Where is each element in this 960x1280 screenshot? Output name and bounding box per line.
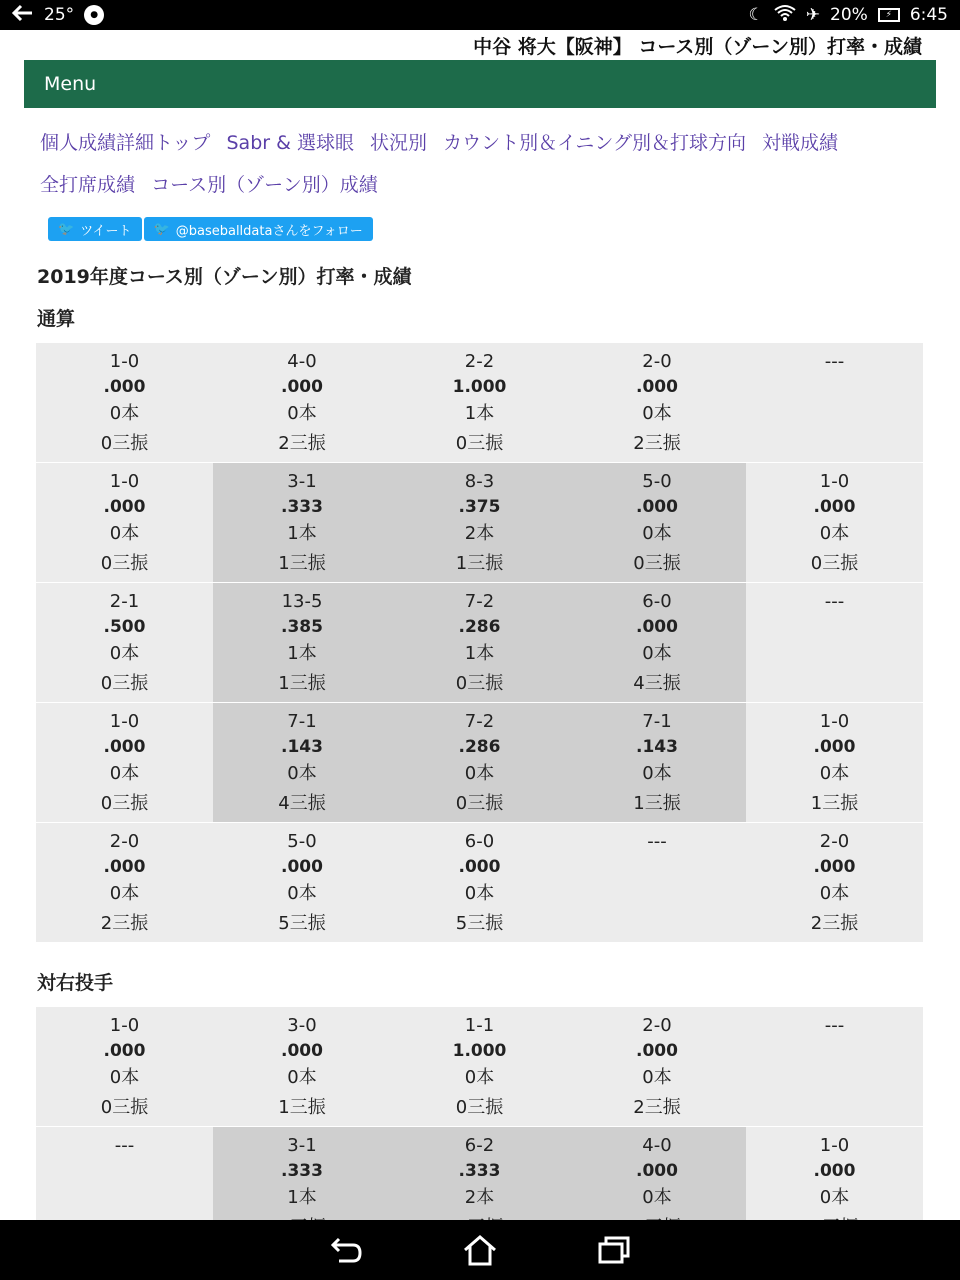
zone-at-bats: 4-0 — [287, 351, 317, 372]
zone-cell — [213, 463, 391, 583]
zone-strikeouts: 0三振 — [100, 793, 149, 814]
zone-cell — [36, 583, 213, 703]
zone-home-runs: 0本 — [642, 643, 672, 664]
year-heading: 2019年度コース別（ゾーン別）打率・成績 — [37, 266, 412, 288]
zone-home-runs: 1本 — [287, 643, 317, 664]
zone-home-runs: 1本 — [464, 643, 495, 664]
zone-cell — [213, 823, 391, 943]
zone-strikeouts: 0三振 — [455, 1097, 504, 1118]
zone-strikeouts: 4三振 — [278, 793, 326, 814]
zone-at-bats: 2-0 — [642, 1015, 672, 1036]
zone-average: .000 — [103, 497, 146, 517]
zone-average: 1.000 — [452, 377, 507, 397]
zone-average: .333 — [458, 1161, 501, 1181]
zone-at-bats: 3-1 — [287, 1135, 317, 1156]
zone-home-runs: 0本 — [819, 883, 850, 904]
zone-average: .000 — [281, 377, 323, 397]
zone-cell — [568, 823, 746, 943]
zone-strikeouts: 0三振 — [100, 433, 149, 454]
zone-home-runs: 0本 — [464, 883, 495, 904]
zone-grid-vs-right — [36, 1007, 923, 1247]
zone-cell — [391, 1007, 568, 1127]
zone-home-runs: 0本 — [464, 1067, 495, 1088]
zone-cell — [213, 343, 391, 463]
zone-average: .000 — [636, 497, 678, 517]
zone-home-runs: 0本 — [109, 643, 140, 664]
zone-cell — [568, 1007, 746, 1127]
zone-cell — [391, 823, 568, 943]
zone-strikeouts: 0三振 — [100, 673, 149, 694]
app-notification-icon: ● — [84, 5, 104, 25]
zone-at-bats: 4-0 — [642, 1135, 672, 1156]
zone-at-bats: 1-0 — [109, 471, 140, 492]
zone-at-bats: 2-0 — [819, 831, 850, 852]
zone-average: .000 — [813, 497, 856, 517]
zone-cell — [568, 343, 746, 463]
zone-at-bats: 6-0 — [464, 831, 495, 852]
battery-charging-icon: ⚡ — [878, 8, 900, 22]
zone-cell — [36, 1007, 213, 1127]
zone-cell — [213, 703, 391, 823]
airplane-icon: ✈ — [805, 5, 821, 25]
zone-at-bats: 13-5 — [281, 591, 323, 612]
zone-home-runs: 1本 — [287, 1187, 317, 1208]
zone-at-bats: 1-0 — [109, 351, 140, 372]
zone-average: .000 — [813, 1161, 856, 1181]
zone-strikeouts: 0三振 — [455, 673, 504, 694]
zone-at-bats: 7-1 — [642, 711, 672, 732]
zone-at-bats: 7-1 — [287, 711, 317, 732]
zone-at-bats: 3-0 — [287, 1015, 317, 1036]
zone-home-runs: 0本 — [819, 763, 850, 784]
zone-cell — [568, 583, 746, 703]
section-heading: 通算 — [37, 308, 76, 330]
zone-strikeouts: 4三振 — [633, 673, 681, 694]
zone-strikeouts: 5三振 — [278, 913, 326, 934]
zone-at-bats: --- — [824, 591, 845, 612]
zone-average: .000 — [636, 377, 678, 397]
zone-strikeouts: 2三振 — [810, 913, 859, 934]
zone-home-runs: 0本 — [109, 763, 140, 784]
link-zone[interactable]: コース別（ゾーン別）成績 — [151, 174, 378, 196]
zone-at-bats: 1-1 — [464, 1015, 495, 1036]
zone-home-runs: 0本 — [819, 1187, 850, 1208]
tweet-label: ツイート — [80, 223, 132, 239]
battery-percent: 20% — [830, 5, 868, 25]
zone-average: .000 — [636, 1161, 678, 1181]
zone-strikeouts: 2三振 — [633, 433, 681, 454]
zone-at-bats: 6-2 — [464, 1135, 495, 1156]
link-situation[interactable]: 状況別 — [370, 132, 428, 154]
tweet-button[interactable] — [48, 217, 142, 241]
zone-cell — [36, 463, 213, 583]
zone-home-runs: 0本 — [287, 883, 317, 904]
twitter-bird-icon: 🐦 — [153, 221, 170, 237]
zone-strikeouts: 1三振 — [810, 793, 859, 814]
link-count-inning[interactable]: カウント別＆イニング別＆打球方向 — [443, 132, 746, 154]
zone-at-bats: 2-0 — [642, 351, 672, 372]
zone-average: .000 — [103, 857, 146, 877]
zone-cell — [213, 583, 391, 703]
back-button-icon[interactable] — [329, 1235, 363, 1265]
zone-strikeouts: 1三振 — [278, 673, 326, 694]
zone-cell — [746, 1007, 923, 1127]
zone-average: .286 — [458, 617, 501, 637]
back-arrow-icon — [12, 4, 34, 27]
zone-home-runs: 0本 — [642, 763, 672, 784]
zone-average: .000 — [813, 857, 856, 877]
page-title: 中谷 将大【阪神】 コース別（ゾーン別）打率・成績 — [473, 36, 922, 58]
temperature: 25° — [44, 5, 75, 25]
zone-average: .333 — [281, 497, 323, 517]
follow-label: @baseballdataさんをフォロー — [175, 223, 363, 239]
zone-cell — [36, 343, 213, 463]
recents-button-icon[interactable] — [597, 1235, 631, 1265]
zone-at-bats: 2-0 — [109, 831, 140, 852]
zone-home-runs: 0本 — [109, 883, 140, 904]
zone-cell — [391, 703, 568, 823]
zone-cell — [391, 343, 568, 463]
zone-at-bats: --- — [114, 1135, 135, 1156]
zone-average: .286 — [458, 737, 501, 757]
zone-home-runs: 0本 — [109, 1067, 140, 1088]
zone-average: .000 — [281, 1041, 323, 1061]
zone-average: .000 — [281, 857, 323, 877]
zone-average: .000 — [813, 737, 856, 757]
zone-at-bats: --- — [824, 1015, 845, 1036]
link-player-top[interactable]: 個人成績詳細トップ — [40, 132, 211, 154]
zone-at-bats: 1-0 — [109, 711, 140, 732]
zone-cell — [36, 823, 213, 943]
zone-average: .500 — [103, 617, 146, 637]
zone-at-bats: 5-0 — [642, 471, 672, 492]
navigation-bar — [0, 1220, 960, 1280]
home-button-icon[interactable] — [463, 1234, 497, 1266]
zone-strikeouts: 5三振 — [455, 913, 504, 934]
zone-cell — [213, 1007, 391, 1127]
zone-home-runs: 0本 — [819, 523, 850, 544]
zone-at-bats: 5-0 — [287, 831, 317, 852]
zone-cell — [36, 703, 213, 823]
zone-home-runs: 0本 — [642, 1187, 672, 1208]
zone-at-bats: 3-1 — [287, 471, 317, 492]
zone-at-bats: 8-3 — [464, 471, 495, 492]
zone-at-bats: --- — [647, 831, 667, 852]
zone-average: 1.000 — [452, 1041, 507, 1061]
zone-home-runs: 0本 — [287, 1067, 317, 1088]
zone-home-runs: 0本 — [642, 1067, 672, 1088]
zone-strikeouts: 0三振 — [810, 553, 859, 574]
follow-button[interactable] — [144, 217, 373, 241]
zone-average: .000 — [103, 737, 146, 757]
zone-average: .333 — [281, 1161, 323, 1181]
zone-at-bats: 7-2 — [464, 711, 495, 732]
zone-average: .143 — [281, 737, 323, 757]
zone-home-runs: 2本 — [464, 1187, 495, 1208]
zone-strikeouts: 1三振 — [278, 1097, 326, 1118]
zone-cell — [746, 343, 923, 463]
zone-at-bats: 1-0 — [819, 1135, 850, 1156]
zone-strikeouts: 2三振 — [100, 913, 149, 934]
zone-home-runs: 0本 — [642, 523, 672, 544]
zone-home-runs: 0本 — [109, 403, 140, 424]
zone-home-runs: 0本 — [642, 403, 672, 424]
zone-strikeouts: 1三振 — [455, 553, 504, 574]
zone-strikeouts: 2三振 — [278, 433, 326, 454]
zone-strikeouts: 2三振 — [633, 1097, 681, 1118]
zone-home-runs: 2本 — [464, 523, 495, 544]
clock: 6:45 — [909, 5, 948, 25]
zone-strikeouts: 0三振 — [633, 553, 681, 574]
zone-average: .000 — [636, 1041, 678, 1061]
zone-strikeouts: 1三振 — [278, 553, 326, 574]
wifi-icon — [774, 5, 796, 26]
link-sabr[interactable]: Sabr & 選球眼 — [226, 132, 354, 154]
social-buttons — [48, 217, 373, 241]
zone-average: .000 — [458, 857, 501, 877]
zone-strikeouts: 0三振 — [100, 1097, 149, 1118]
zone-cell — [568, 463, 746, 583]
web-page — [0, 30, 960, 1220]
zone-home-runs: 1本 — [287, 523, 317, 544]
zone-strikeouts: 0三振 — [100, 553, 149, 574]
zone-average: .000 — [636, 617, 678, 637]
zone-cell — [746, 823, 923, 943]
zone-at-bats: 7-2 — [464, 591, 495, 612]
zone-cell — [746, 583, 923, 703]
zone-home-runs: 0本 — [287, 763, 317, 784]
status-bar — [0, 0, 960, 30]
nav-links — [40, 122, 900, 206]
section-heading: 対右投手 — [37, 972, 114, 994]
zone-at-bats: 1-0 — [819, 471, 850, 492]
zone-cell — [746, 703, 923, 823]
zone-at-bats: 2-1 — [109, 591, 140, 612]
zone-home-runs: 0本 — [287, 403, 317, 424]
zone-at-bats: 2-2 — [464, 351, 495, 372]
zone-cell — [391, 463, 568, 583]
link-matchups[interactable]: 対戦成績 — [762, 132, 839, 154]
zone-average: .000 — [103, 1041, 146, 1061]
zone-at-bats: 1-0 — [819, 711, 850, 732]
zone-average: .143 — [636, 737, 678, 757]
zone-cell — [568, 703, 746, 823]
zone-average: .000 — [103, 377, 146, 397]
zone-at-bats: --- — [824, 351, 845, 372]
zone-at-bats: 1-0 — [109, 1015, 140, 1036]
moon-icon: ☾ — [748, 5, 764, 25]
zone-grid-total — [36, 343, 923, 943]
zone-strikeouts: 0三振 — [455, 793, 504, 814]
menu-button[interactable] — [24, 60, 936, 108]
zone-home-runs: 0本 — [109, 523, 140, 544]
zone-home-runs: 0本 — [464, 763, 495, 784]
zone-cell — [746, 463, 923, 583]
link-all-at-bats[interactable]: 全打席成績 — [40, 174, 136, 196]
zone-cell — [391, 583, 568, 703]
zone-average: .375 — [458, 497, 501, 517]
zone-home-runs: 1本 — [464, 403, 495, 424]
twitter-bird-icon: 🐦 — [58, 221, 75, 237]
zone-at-bats: 6-0 — [642, 591, 672, 612]
zone-average: .385 — [281, 617, 323, 637]
menu-label: Menu — [44, 73, 97, 95]
zone-strikeouts: 1三振 — [633, 793, 681, 814]
zone-strikeouts: 0三振 — [455, 433, 504, 454]
